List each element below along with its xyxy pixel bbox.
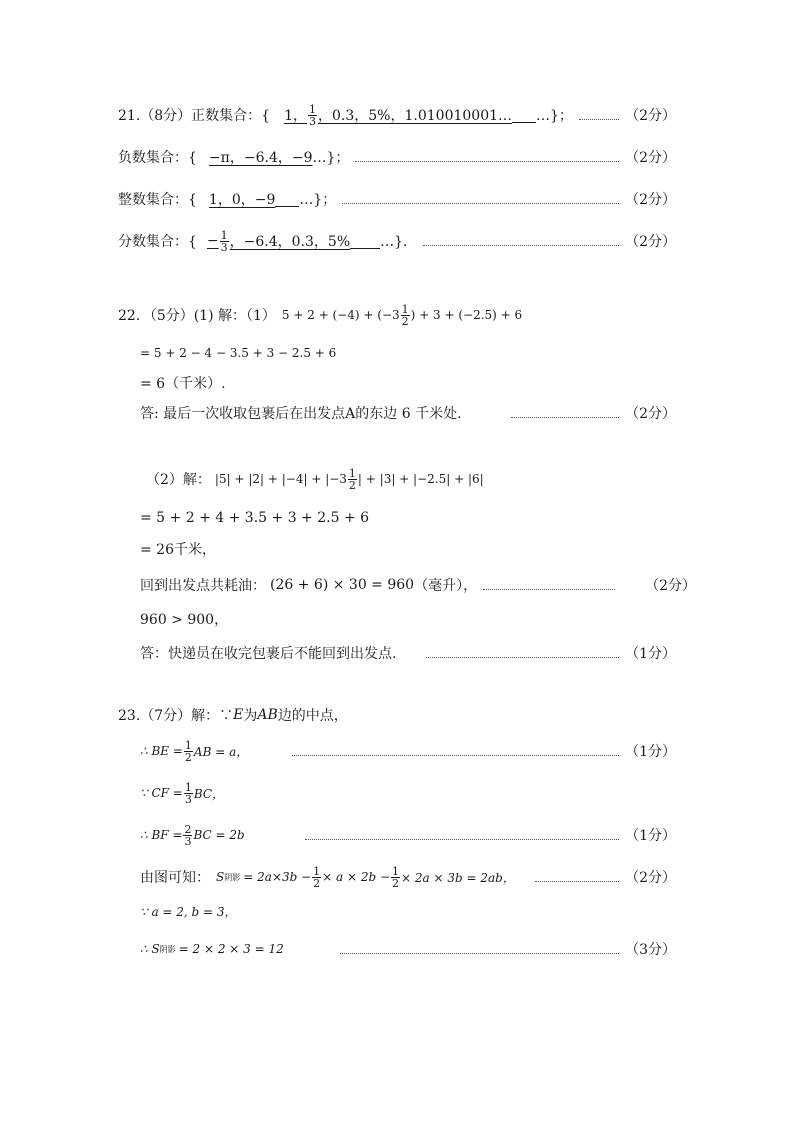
q23-line1-fraction: $\frac{1}{2}$ (184, 738, 192, 764)
q22-answer2: 答：快递员在收完包裹后不能回到出发点. (140, 646, 397, 662)
q23-line6 (140, 936, 676, 962)
q21-dots-2 (355, 161, 619, 162)
q23-line1-pre: ∴ BE = (140, 744, 183, 758)
q22-dots-1 (511, 417, 619, 418)
q22-step4-line (140, 536, 676, 562)
q23-header-var: E (233, 707, 244, 723)
q21-positive-fraction: $\frac{1}{3}$ (309, 102, 317, 128)
q22-dots-3 (426, 657, 619, 658)
q22-step4: = 26千米， (140, 542, 216, 558)
q21-score-4: （2分） (625, 234, 676, 250)
q23-line4-fraction-1: $\frac{1}{2}$ (313, 864, 321, 890)
q23-dots-4 (340, 953, 619, 954)
q21-negative-items: −π，−6.4，−9 (208, 150, 313, 166)
q21-score-3: （2分） (625, 192, 676, 208)
q23-dots-3 (535, 881, 619, 882)
q21-dots-1 (579, 119, 619, 120)
q23-line1-post: AB = a， (193, 744, 249, 759)
q21-integer-blank (275, 192, 299, 207)
q21-fraction-line (118, 226, 676, 256)
q22-part2-line (146, 464, 676, 494)
q22-expr1-rest: ) + 3 + (−2.5) + 6 (410, 308, 523, 322)
q21-positive-rest: ，0.3，5%，1.010010001… (318, 108, 513, 124)
q23-line2-post: BC， (193, 786, 225, 801)
q23-line4-s: S (216, 870, 225, 884)
q21-positive-line (118, 102, 676, 128)
q21-negative-label: 负数集合：{ (118, 150, 197, 166)
q21-header: 21.（8分）正数集合：{ (118, 108, 271, 124)
q22-answer2-line (140, 640, 676, 666)
q22-header-line (118, 300, 676, 330)
q23-line4-fraction-2: $\frac{1}{2}$ (392, 864, 400, 890)
q22-part2-label: （2）解： (146, 472, 211, 488)
q21-fraction-rest: ，−6.4，0.3，5% (229, 234, 351, 250)
q23-line2-fraction: $\frac{1}{3}$ (184, 780, 192, 806)
q21-fraction-fraction: $\frac{1}{3}$ (220, 228, 228, 254)
q23-line4-sub: 阴影 (224, 872, 241, 882)
q21-integer-close: …}； (299, 192, 337, 208)
q22-expr2-fraction: $\frac{1}{2}$ (348, 466, 356, 492)
q23-header-end: 边的中点， (277, 708, 348, 724)
q22-step3-line (140, 505, 676, 531)
q22-fuel-expr: (26 + 6) × 30 = 960 (270, 577, 415, 593)
q22-expr2-rest: | + |3| + |−2.5| + |6| (357, 472, 484, 486)
q23-line3-fraction: $\frac{2}{3}$ (184, 822, 192, 848)
q22-answer1-line (140, 400, 676, 426)
q22-compare-line (140, 606, 676, 632)
q21-fraction-blank (350, 234, 380, 249)
q22-expr1-fraction: $\frac{1}{2}$ (401, 302, 409, 328)
q21-negative-close: …}； (312, 150, 350, 166)
q21-positive-blank (512, 108, 536, 123)
q22-step1: = 5 + 2 − 4 − 3.5 + 3 − 2.5 + 6 (140, 346, 337, 360)
q23-line4-a: = 2a×3b − (243, 870, 312, 884)
q23-line6-sub: 阴影 (159, 944, 176, 954)
q22-fuel-text: 回到出发点共耗油： (140, 578, 266, 594)
q22-score-1: （2分） (625, 406, 676, 422)
q23-score-4: （3分） (625, 942, 676, 958)
q21-dots-3 (342, 203, 619, 204)
q22-dots-2 (483, 589, 615, 590)
q23-header-mid: 为 (243, 708, 258, 724)
q22-fuel-line (140, 572, 696, 598)
q23-score-2: （1分） (625, 828, 676, 844)
q23-score-1: （1分） (625, 744, 676, 760)
q22-step1-line (140, 340, 676, 366)
q23-dots-2 (305, 839, 619, 840)
q23-header-line (118, 702, 676, 728)
q21-dots-4 (423, 245, 619, 246)
q21-score-1: （2分） (625, 108, 676, 124)
q23-line5: ∵ a = 2, b = 3， (140, 904, 237, 919)
q22-step2-line (140, 370, 676, 396)
q21-integer-line (118, 186, 676, 212)
q23-line2-pre: ∵ CF = (140, 786, 183, 800)
q21-positive-items: 1， (284, 108, 308, 124)
q23-line2 (140, 778, 676, 808)
q23-line5 (140, 898, 676, 924)
q22-header: 22．（5分）(1) 解：（1） (118, 308, 276, 324)
q23-line4-label: 由图可知： (140, 870, 210, 886)
q23-line3-pre: ∴ BF = (140, 828, 183, 842)
q21-fraction-minus: − (206, 233, 219, 249)
q22-expr2: |5| + |2| + |−4| + |−3 (214, 472, 347, 486)
q22-step2: = 6（千米）. (140, 376, 226, 392)
q23-line4-c: × 2a × 3b = 2ab， (401, 870, 515, 885)
q23-line3 (140, 820, 676, 850)
q23-line4 (140, 862, 676, 892)
q23-line3-post: BC = 2b (193, 828, 245, 842)
q22-score-3: （1分） (625, 646, 676, 662)
q21-score-2: （2分） (625, 150, 676, 166)
q22-score-2: （2分） (645, 578, 696, 594)
q21-positive-close: …}； (536, 108, 573, 124)
q23-score-3: （2分） (625, 870, 676, 886)
q23-line6-pre: ∴ S (140, 942, 160, 956)
q23-header: 23.（7分）解：∵ (118, 708, 234, 724)
q23-dots-1 (292, 755, 619, 756)
q21-fraction-close: …}． (380, 234, 418, 250)
q21-negative-line (118, 144, 676, 170)
q23-line4-b: × a × 2b − (322, 870, 391, 884)
q22-compare: 960 > 900， (140, 612, 229, 628)
q21-integer-label: 整数集合：{ (118, 192, 197, 208)
q22-fuel-unit: （毫升）， (414, 578, 478, 594)
q23-header-var2: AB (257, 707, 278, 723)
q23-line1 (140, 736, 676, 766)
q22-answer1: 答: 最后一次收取包裹后在出发点A的东边 6 千米处. (140, 406, 462, 422)
q21-fraction-label: 分数集合：{ (118, 234, 197, 250)
q23-line6-post: = 2 × 2 × 3 = 12 (178, 942, 284, 956)
q22-expr1: 5 + 2 + (−4) + (−3 (281, 308, 400, 322)
q21-integer-items: 1，0，−9 (208, 192, 276, 208)
q22-step3: = 5 + 2 + 4 + 3.5 + 3 + 2.5 + 6 (140, 510, 370, 526)
